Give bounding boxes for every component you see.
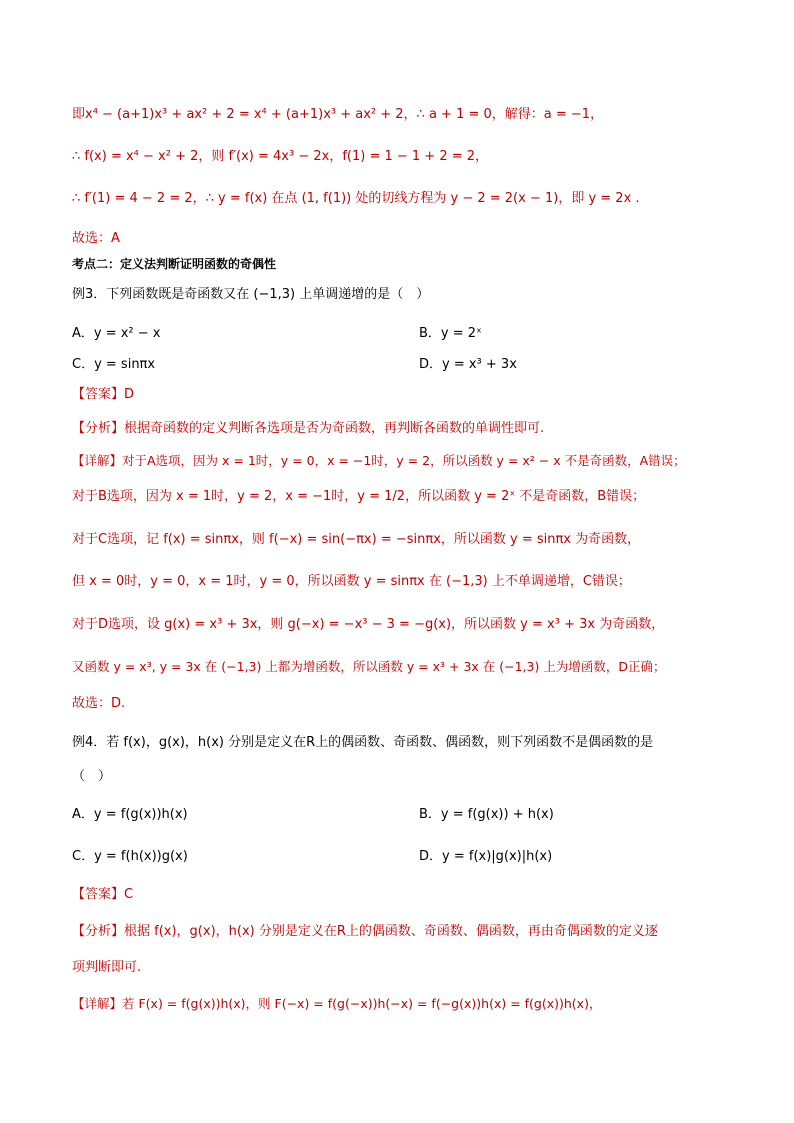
example-3-detail-1: 【详解】对于A选项，因为 x = 1时，y = 0，x = −1时，y = 2，所以函数 y = x² − x 不是奇函数，A错误； xyxy=(72,453,686,468)
example-4-question-line-1: 例4．若 f(x)，g(x)，h(x) 分别是定义在R上的偶函数、奇函数、偶函数，则下列函数不是偶函数的是 xyxy=(72,735,654,750)
derivation-line-3: ∴ f′(1) = 4 − 2 = 2，∴ y = f(x) 在点 (1, f(1)) 处的切线方程为 y − 2 = 2(x − 1)，即 y = 2x . xyxy=(72,191,640,206)
example-3-options-row-2 xyxy=(72,355,734,375)
option-b: B．y = f(g(x)) + h(x) xyxy=(419,807,554,822)
example-3-answer: 【答案】D xyxy=(72,387,135,402)
section-heading: 考点二：定义法判断证明函数的奇偶性 xyxy=(72,257,277,271)
example-4-options-row-2 xyxy=(72,847,734,867)
example-3-question: 例3．下列函数既是奇函数又在 (−1,3) 上单调递增的是（ ） xyxy=(72,287,430,302)
derivation-line-2: ∴ f(x) = x⁴ − x² + 2，则 f′(x) = 4x³ − 2x，f(1) = 1 − 1 + 2 = 2， xyxy=(72,149,489,164)
option-a: A．y = f(g(x))h(x) xyxy=(72,807,188,822)
option-d: D．y = x³ + 3x xyxy=(419,357,517,372)
example-3-options-row-1 xyxy=(72,324,734,344)
example-3-detail-5: 对于D选项，设 g(x) = x³ + 3x，则 g(−x) = −x³ − 3 = −g(x)，所以函数 y = x³ + 3x 为奇函数， xyxy=(72,617,665,632)
option-a: A．y = x² − x xyxy=(72,326,161,341)
option-d: D．y = f(x)|g(x)|h(x) xyxy=(419,849,553,864)
example-3-select: 故选：D. xyxy=(72,696,126,711)
example-4-options-row-1 xyxy=(72,805,734,825)
example-3-detail-3: 对于C选项，记 f(x) = sinπx，则 f(−x) = sin(−πx) = −sinπx，所以函数 y = sinπx 为奇函数， xyxy=(72,532,641,547)
option-b: B．y = 2ˣ xyxy=(419,326,482,341)
example-4-detail-1: 【详解】若 F(x) = f(g(x))h(x)，则 F(−x) = f(g(−x))h(−x) = f(−g(x))h(x) = f(g(x))h(x)， xyxy=(72,996,602,1011)
example-3-detail-6: 又函数 y = x³, y = 3x 在 (−1,3) 上都为增函数，所以函数 y = x³ + 3x 在 (−1,3) 上为增函数，D正确； xyxy=(72,659,666,674)
example-4-answer: 【答案】C xyxy=(72,887,134,902)
example-4-analysis-line-1: 【分析】根据 f(x)，g(x)，h(x) 分别是定义在R上的偶函数、奇函数、偶函数，再由奇偶函数的定义逐 xyxy=(72,924,658,939)
option-c: C．y = f(h(x))g(x) xyxy=(72,849,188,864)
example-3-detail-2: 对于B选项，因为 x = 1时，y = 2，x = −1时，y = 1/2，所以函数 y = 2ˣ 不是奇函数，B错误； xyxy=(72,489,646,504)
answer-select-a: 故选：A xyxy=(72,231,120,246)
option-c: C．y = sinπx xyxy=(72,357,156,372)
example-3-analysis: 【分析】根据奇函数的定义判断各选项是否为奇函数，再判断各函数的单调性即可. xyxy=(72,421,545,436)
example-3-detail-4: 但 x = 0时，y = 0，x = 1时，y = 0，所以函数 y = sinπx 在 (−1,3) 上不单调递增，C错误； xyxy=(72,574,631,589)
derivation-line-1: 即x⁴ − (a+1)x³ + ax² + 2 = x⁴ + (a+1)x³ + ax² + 2，∴ a + 1 = 0，解得：a = −1， xyxy=(72,107,604,122)
example-4-analysis-line-2: 项判断即可. xyxy=(72,960,142,975)
example-4-question-line-2: （ ） xyxy=(72,769,112,784)
